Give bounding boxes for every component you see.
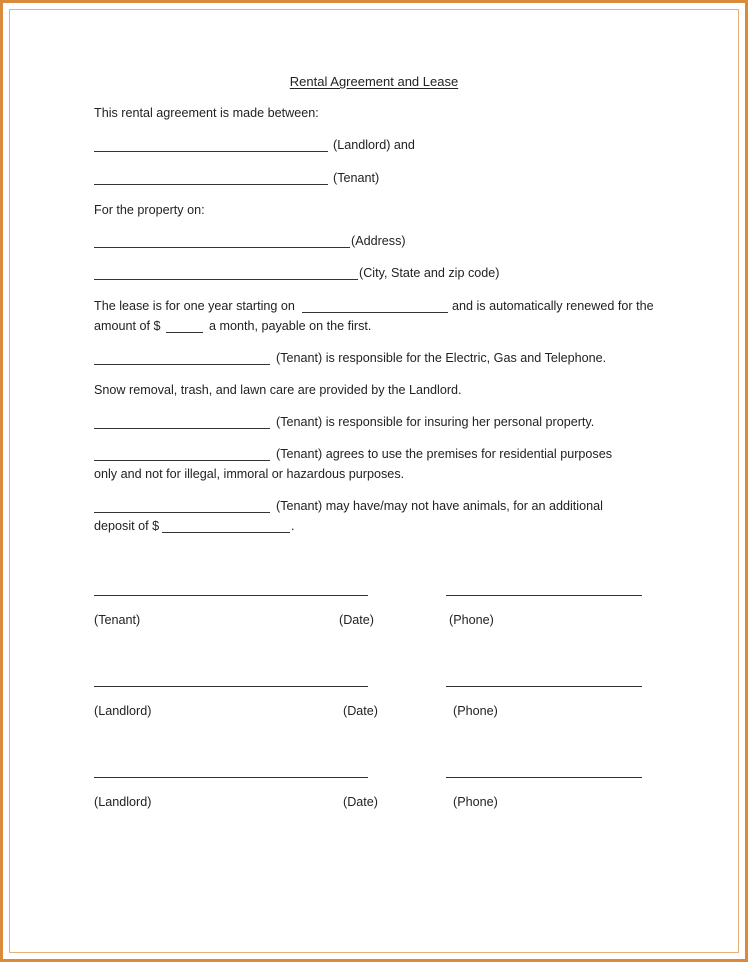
signature-phone-label: (Phone): [453, 704, 498, 718]
tenant-name-field[interactable]: [94, 184, 328, 185]
lease-start-suffix: and is automatically renewed for the: [452, 299, 654, 313]
utilities-clause: (Tenant) is responsible for the Electric, Gas and Telephone.: [276, 351, 607, 365]
tenant-signature-line[interactable]: [94, 595, 368, 596]
signature-role-label: (Landlord): [94, 795, 152, 809]
snow-removal-clause: Snow removal, trash, and lawn care are provided by the Landlord.: [94, 383, 462, 397]
utilities-tenant-field[interactable]: [94, 364, 270, 365]
property-intro-text: For the property on:: [94, 203, 205, 217]
city-state-zip-field[interactable]: [94, 279, 358, 280]
lease-start-date-field[interactable]: [302, 312, 448, 313]
premises-tenant-field[interactable]: [94, 460, 270, 461]
insurance-tenant-field[interactable]: [94, 428, 270, 429]
deposit-suffix: .: [291, 519, 295, 533]
premises-clause-line2: only and not for illegal, immoral or hazardous purposes.: [94, 467, 405, 481]
signature-phone-label: (Phone): [449, 613, 494, 627]
premises-clause-line1: (Tenant) agrees to use the premises for residential purposes: [276, 447, 613, 461]
insurance-clause: (Tenant) is responsible for insuring her personal property.: [276, 415, 595, 429]
lease-start-prefix: The lease is for one year starting on: [94, 299, 295, 313]
amount-suffix: a month, payable on the first.: [209, 319, 372, 333]
signature-phone-label: (Phone): [453, 795, 498, 809]
signature-role-label: (Tenant): [94, 613, 141, 627]
address-label: (Address): [351, 234, 406, 248]
landlord-2-phone-line[interactable]: [446, 777, 642, 778]
animals-clause: (Tenant) may have/may not have animals, for an additional: [276, 499, 603, 513]
intro-text: This rental agreement is made between:: [94, 106, 319, 120]
landlord-label: (Landlord) and: [333, 138, 415, 152]
amount-prefix: amount of $: [94, 319, 161, 333]
rent-amount-field[interactable]: [166, 332, 203, 333]
signature-date-label: (Date): [343, 795, 378, 809]
tenant-label: (Tenant): [333, 171, 380, 185]
landlord-phone-line[interactable]: [446, 686, 642, 687]
address-field[interactable]: [94, 247, 350, 248]
animals-tenant-field[interactable]: [94, 512, 270, 513]
signature-date-label: (Date): [339, 613, 374, 627]
deposit-amount-field[interactable]: [162, 532, 290, 533]
deposit-prefix: deposit of $: [94, 519, 160, 533]
landlord-2-signature-line[interactable]: [94, 777, 368, 778]
signature-role-label: (Landlord): [94, 704, 152, 718]
landlord-name-field[interactable]: [94, 151, 328, 152]
city-state-zip-label: (City, State and zip code): [359, 266, 500, 280]
tenant-phone-line[interactable]: [446, 595, 642, 596]
signature-date-label: (Date): [343, 704, 378, 718]
document-title: Rental Agreement and Lease: [289, 74, 459, 89]
landlord-signature-line[interactable]: [94, 686, 368, 687]
